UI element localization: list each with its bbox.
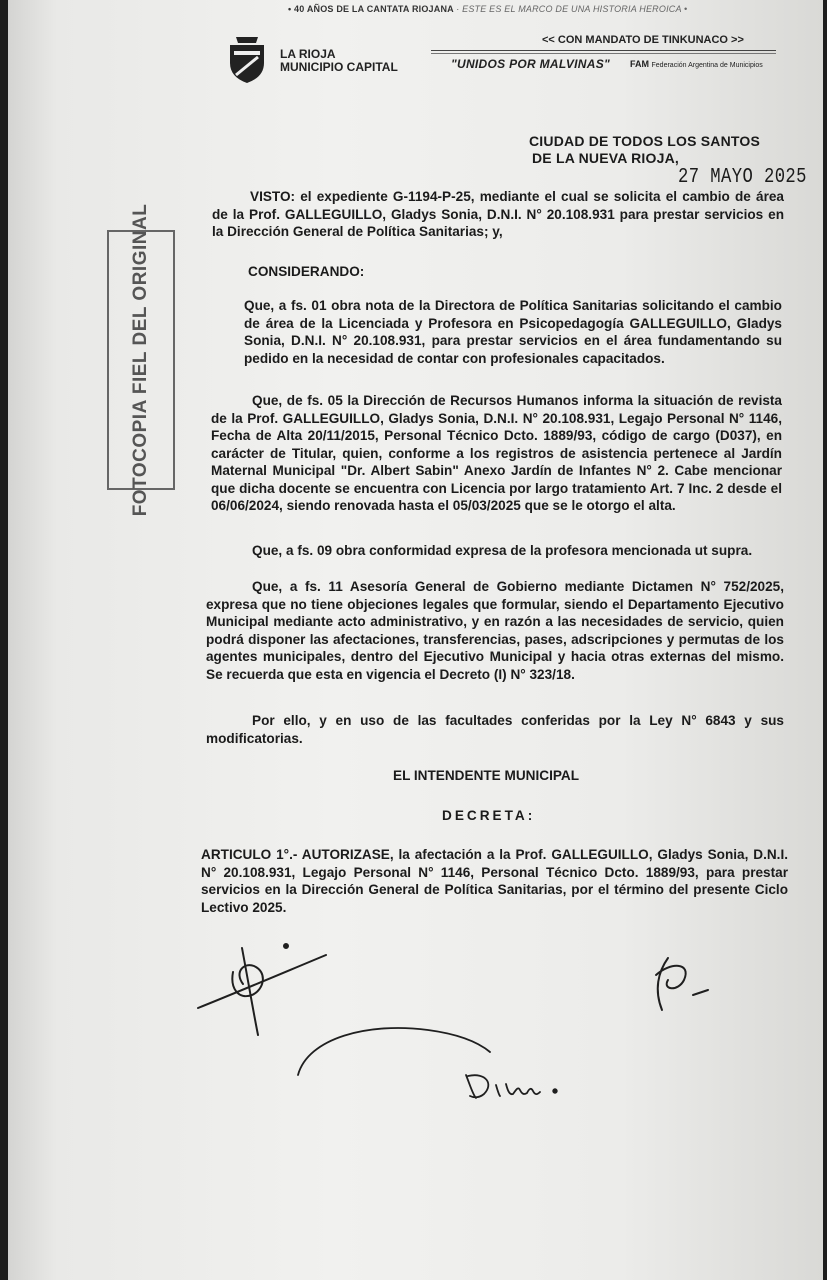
place-line2: DE LA NUEVA RIOJA, xyxy=(532,150,679,166)
considerando-heading: CONSIDERANDO: xyxy=(248,264,365,279)
malvinas-motto: "UNIDOS POR MALVINAS" xyxy=(451,57,611,71)
p5-lead: Por ello, xyxy=(252,713,311,728)
date-stamp: 27 MAYO 2025 xyxy=(678,166,807,189)
place-line1: CIUDAD DE TODOS LOS SANTOS xyxy=(529,133,761,149)
fam-acronym: FAM xyxy=(630,59,649,69)
visto-text: el expediente G-1194-P-25, mediante el cual se solicita el cambio de área de la Prof. GALLEGUILLO, Gladys Sonia, D.N.I. N° 20.108.931 para prestar servicios en la Dirección General de Política Sanitarias; y, xyxy=(212,189,784,239)
copy-stamp-text: FOTOCOPIA FIEL DEL ORIGINAL xyxy=(130,203,151,517)
intendente-heading: EL INTENDENTE MUNICIPAL xyxy=(393,768,580,783)
document-page xyxy=(8,0,823,1280)
signature-left xyxy=(198,944,326,1035)
handwritten-signatures xyxy=(8,0,823,1280)
org-name-line2: MUNICIPIO CAPITAL xyxy=(280,60,398,74)
p5-text: y en uso de las facultades conferidas por la Ley N° 6843 y sus modificatorias. xyxy=(206,713,784,746)
p4-text: a fs. 11 Asesoría General de Gobierno mediante Dictamen N° 752/2025, expresa que no tiene objeciones legales que formular, siendo el Departamento Ejecutivo Municipal mediante acto administrativo, y en razón a las necesidades de servicio, quien podrá disponer las afectaciones, transferencias, pases, adscripciones y permutas de los agentes municipales, dentro del Ejecutivo Municipal y hacia otras externas del mismo. Se recuerda que esta en vigencia el Decreto (I) N° 323/18. xyxy=(206,579,784,682)
p2-text: de fs. 05 la Dirección de Recursos Humanos informa la situación de revista de la Prof. GALLEGUILLO, Gladys Sonia, D.N.I. N° 20.108.931, Legajo Personal N° 1146, Fecha de Alta 20/11/2015, Personal Técnico Dcto. 1889/93, código de cargo (D037), en carácter de Titular, quien, conforme a los registros de asistencia pertenece al Jardín Maternal Municipal "Dr. Albert Sabin" Anexo Jardín de Infantes N° 2. Cabe mencionar que dicha docente se encuentra con Licencia por largo tratamiento Art. 7 Inc. 2 desde el 06/06/2024, siendo renovada hasta el 05/03/2025 que se le otorgo el alta. xyxy=(211,393,782,513)
art1-text: la afectación a la Prof. GALLEGUILLO, Gladys Sonia, D.N.I. N° 20.108.931, Legajo Personal N° 1146, Personal Técnico Dcto. 1889/93, para prestar servicios en la Dirección General de Política Sanitarias, por el término del presente Ciclo Lectivo 2025. xyxy=(201,847,788,915)
anniversary-text: • 40 AÑOS DE LA CANTATA RIOJANA xyxy=(288,4,454,14)
art1-label: ARTICULO 1°.- AUTORIZASE, xyxy=(201,847,394,862)
fam-full-name: Federación Argentina de Municipios xyxy=(651,62,763,69)
decreta-heading: DECRETA: xyxy=(442,808,536,823)
p2-lead: Que, xyxy=(252,393,283,408)
signature-right xyxy=(656,958,708,1010)
p1-lead: Que, xyxy=(244,298,275,313)
org-name-line1: LA RIOJA xyxy=(280,47,336,61)
p1-text: a fs. 01 obra nota de la Directora de Política Sanitarias solicitando el cambio de área de la Licenciada y Profesora en Psicopedagogía GALLEGUILLO, Gladys Sonia, D.N.I. N° 20.108.931, para prestar servicios en el área fundamentando su pedido en la necesidad de contar con profesionales capacitados. xyxy=(244,298,782,366)
visto-label: VISTO: xyxy=(250,189,296,204)
p4-lead: Que, xyxy=(252,579,283,594)
signature-center xyxy=(298,1028,557,1098)
p3-text: a fs. 09 obra conformidad expresa de la profesora mencionada ut supra. xyxy=(282,543,753,558)
anniversary-suffix: · ESTE ES EL MARCO DE UNA HISTORIA HEROICA • xyxy=(456,4,688,14)
p3-lead: Que, xyxy=(252,543,283,558)
mandato-motto: << CON MANDATO DE TINKUNACO >> xyxy=(542,34,744,46)
